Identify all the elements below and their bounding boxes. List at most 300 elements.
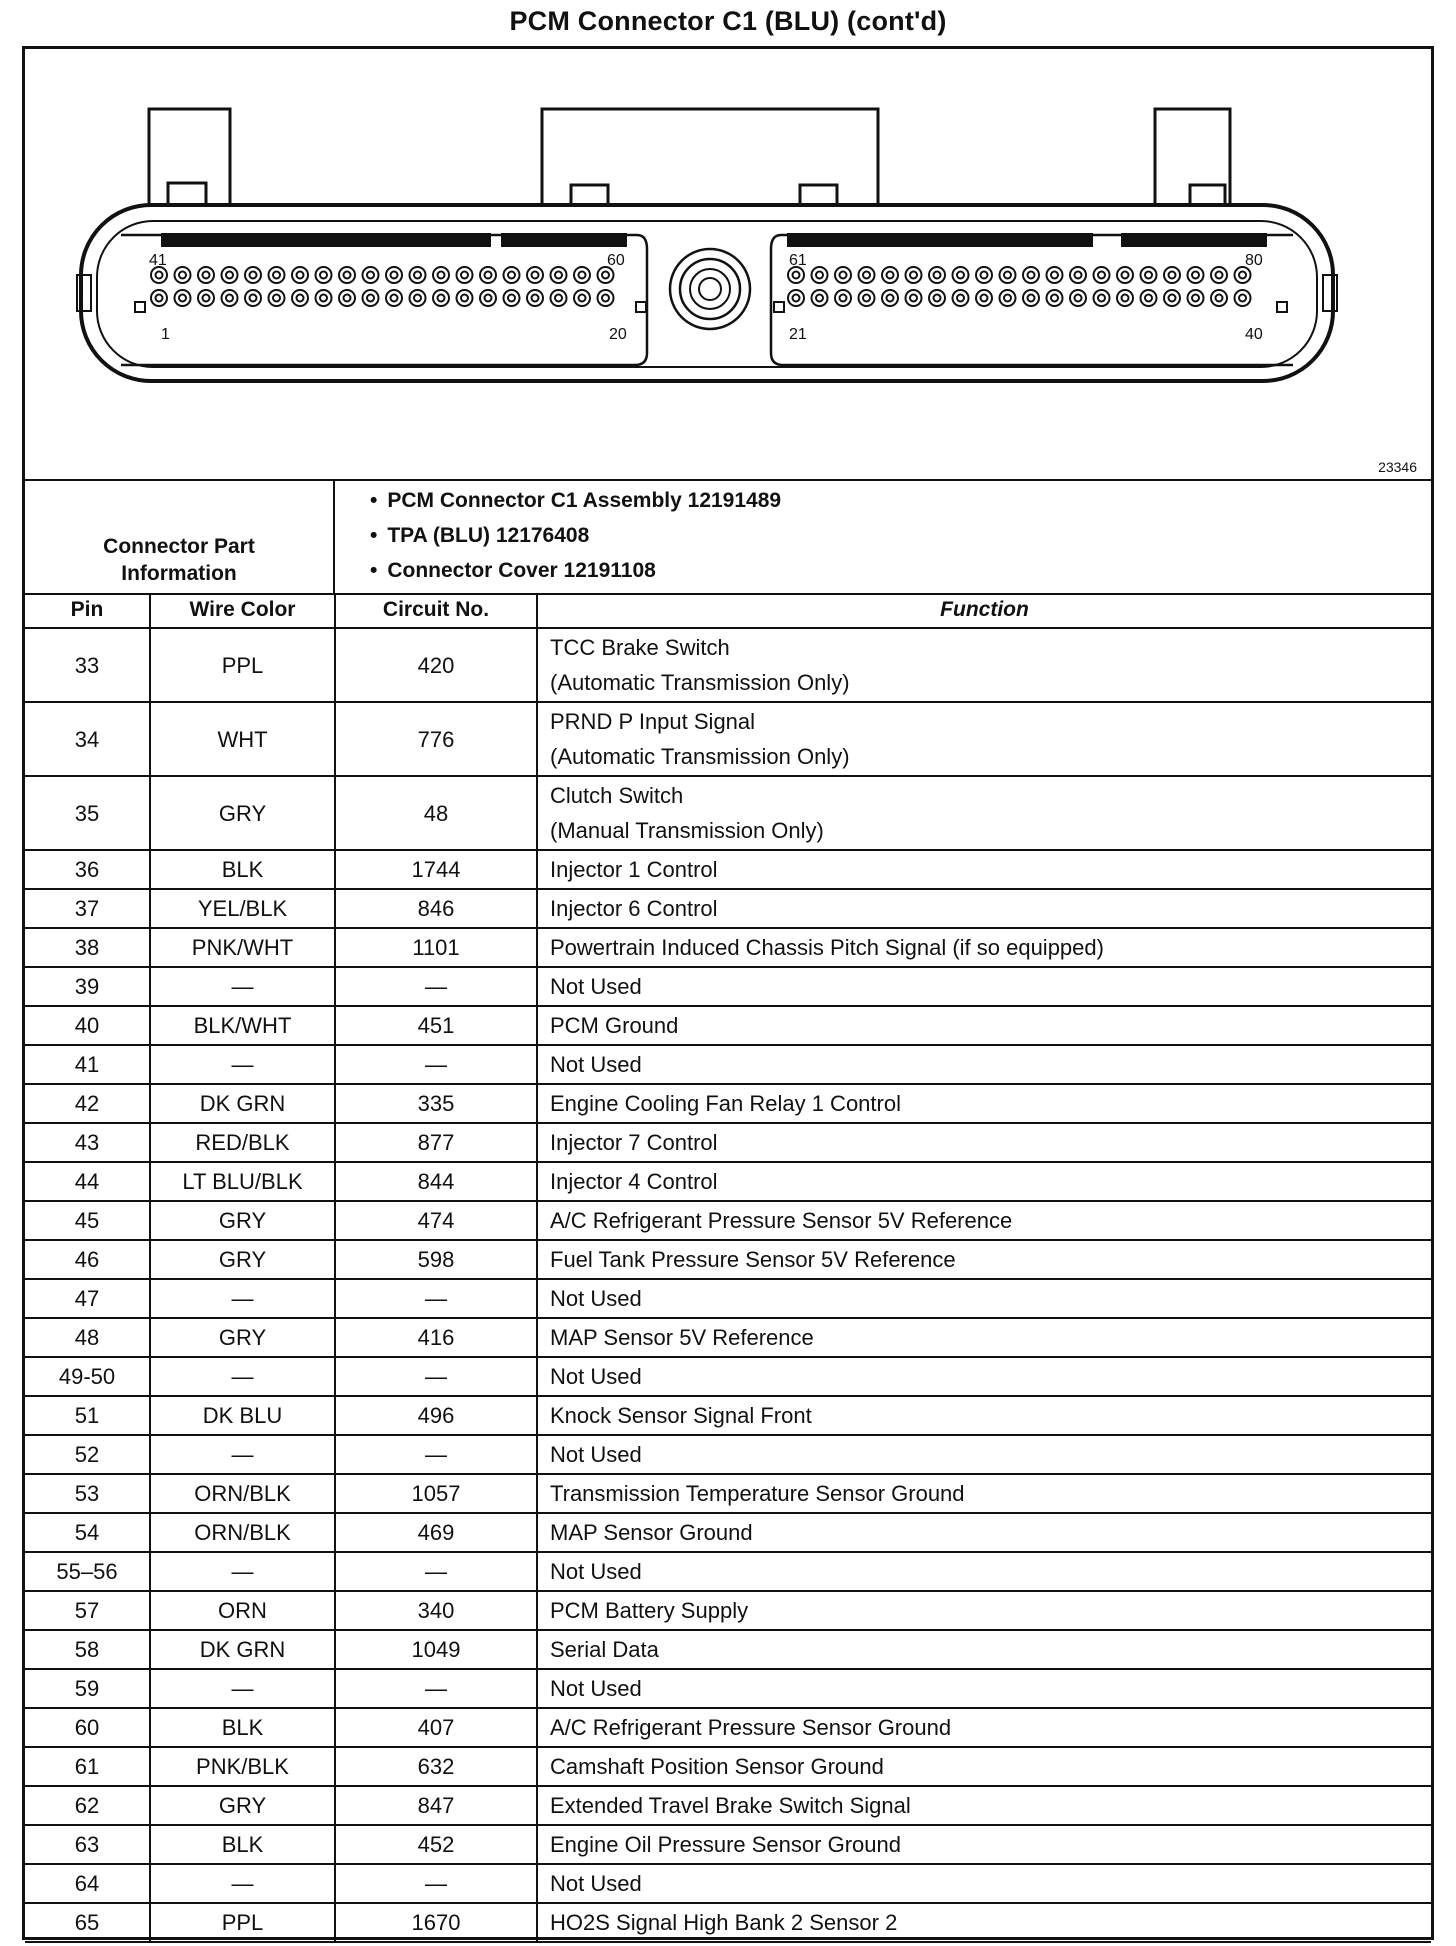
- pin-hole: [598, 267, 614, 283]
- table-row: [25, 1630, 1431, 1669]
- pin-cell: 63: [25, 1825, 150, 1864]
- wire-color-cell: —: [150, 1552, 335, 1591]
- pin-hole: [1000, 290, 1016, 306]
- pin-hole-inner: [485, 272, 492, 279]
- pin-hole: [788, 267, 804, 283]
- table-row: [25, 1903, 1431, 1942]
- pin-hole-inner: [1216, 295, 1223, 302]
- table-row: [25, 628, 1431, 702]
- wire-color-cell: BLK: [150, 1825, 335, 1864]
- circuit-cell: —: [335, 1279, 537, 1318]
- pin-hole: [598, 290, 614, 306]
- pin-hole-inner: [1239, 295, 1246, 302]
- pin-hole: [386, 290, 402, 306]
- pin-hole: [504, 267, 520, 283]
- function-line: Injector 6 Control: [550, 895, 718, 921]
- pin-hole-inner: [320, 295, 327, 302]
- wire-color-cell: DK GRN: [150, 1630, 335, 1669]
- pin-hole: [1141, 267, 1157, 283]
- table-row: [25, 1045, 1431, 1084]
- pin-hole-inner: [816, 272, 823, 279]
- circuit-cell: 1744: [335, 850, 537, 889]
- function-line: Engine Cooling Fan Relay 1 Control: [550, 1090, 901, 1116]
- function-cell: [537, 967, 1431, 1006]
- pin-hole-inner: [934, 272, 941, 279]
- pin-hole: [976, 290, 992, 306]
- pin-hole-inner: [414, 295, 421, 302]
- pin-hole-inner: [461, 272, 468, 279]
- pin-hole-inner: [344, 295, 351, 302]
- pin-cell: 54: [25, 1513, 150, 1552]
- circuit-cell: 340: [335, 1591, 537, 1630]
- pin-hole: [953, 267, 969, 283]
- function-cell: [537, 1045, 1431, 1084]
- pin-label-1: 1: [161, 326, 170, 343]
- table-row: [25, 1240, 1431, 1279]
- pin-cell: 40: [25, 1006, 150, 1045]
- pin-hole-inner: [579, 295, 586, 302]
- pin-hole: [1235, 267, 1251, 283]
- pin-hole: [504, 290, 520, 306]
- pin-hole-inner: [391, 272, 398, 279]
- function-line: Not Used: [550, 1363, 642, 1389]
- pin-cell: 55–56: [25, 1552, 150, 1591]
- wire-color-cell: PNK/WHT: [150, 928, 335, 967]
- wire-color-cell: DK BLU: [150, 1396, 335, 1435]
- table-row: [25, 1279, 1431, 1318]
- pin-hole-inner: [816, 295, 823, 302]
- table-row: [25, 702, 1431, 776]
- function-line: Fuel Tank Pressure Sensor 5V Reference: [550, 1246, 956, 1272]
- table-row: [25, 1006, 1431, 1045]
- column-header-function: Function: [537, 593, 1431, 628]
- circuit-cell: 407: [335, 1708, 537, 1747]
- pin-hole-inner: [367, 272, 374, 279]
- function-cell: [537, 1591, 1431, 1630]
- function-cell: [537, 1513, 1431, 1552]
- table-row: [25, 1201, 1431, 1240]
- pin-hole-inner: [297, 272, 304, 279]
- circuit-cell: 1057: [335, 1474, 537, 1513]
- pin-hole: [574, 290, 590, 306]
- pin-hole: [1023, 290, 1039, 306]
- pin-hole-inner: [1145, 295, 1152, 302]
- pin-hole-inner: [179, 295, 186, 302]
- pin-hole-inner: [1004, 272, 1011, 279]
- pin-cell: 39: [25, 967, 150, 1006]
- pin-cell: 35: [25, 776, 150, 850]
- circuit-cell: —: [335, 1045, 537, 1084]
- function-line: Camshaft Position Sensor Ground: [550, 1753, 884, 1779]
- pin-hole: [175, 267, 191, 283]
- table-row: [25, 928, 1431, 967]
- pin-hole-inner: [438, 272, 445, 279]
- pin-hole-inner: [602, 295, 609, 302]
- wire-color-cell: ORN: [150, 1591, 335, 1630]
- wire-color-cell: WHT: [150, 702, 335, 776]
- pin-label-40: 40: [1245, 326, 1263, 343]
- pin-cell: 42: [25, 1084, 150, 1123]
- part-info-label: [25, 479, 335, 593]
- pin-hole: [953, 290, 969, 306]
- pin-cell: 60: [25, 1708, 150, 1747]
- pin-hole: [1094, 267, 1110, 283]
- pin-hole-inner: [934, 295, 941, 302]
- function-line: Transmission Temperature Sensor Ground: [550, 1480, 965, 1506]
- pin-hole-inner: [1169, 295, 1176, 302]
- function-cell: [537, 1279, 1431, 1318]
- pin-cell: 62: [25, 1786, 150, 1825]
- function-cell: [537, 1474, 1431, 1513]
- table-row: [25, 776, 1431, 850]
- circuit-cell: —: [335, 1435, 537, 1474]
- function-line: Injector 7 Control: [550, 1129, 718, 1155]
- function-line: Not Used: [550, 1675, 642, 1701]
- function-line: MAP Sensor 5V Reference: [550, 1324, 814, 1350]
- circuit-cell: 1101: [335, 928, 537, 967]
- pin-hole-inner: [273, 272, 280, 279]
- wire-color-cell: GRY: [150, 1786, 335, 1825]
- function-cell: [537, 1396, 1431, 1435]
- table-row: [25, 1162, 1431, 1201]
- circuit-cell: 420: [335, 628, 537, 702]
- table-row: [25, 967, 1431, 1006]
- pin-hole-inner: [179, 272, 186, 279]
- pin-hole-inner: [1075, 295, 1082, 302]
- wire-color-cell: GRY: [150, 1240, 335, 1279]
- pin-hole: [339, 267, 355, 283]
- table-row: [25, 1669, 1431, 1708]
- column-header-pin: Pin: [25, 593, 150, 628]
- table-row: [25, 1474, 1431, 1513]
- pin-cell: 41: [25, 1045, 150, 1084]
- pin-hole: [222, 290, 238, 306]
- pin-hole: [151, 290, 167, 306]
- function-line: PRND P Input Signal: [550, 709, 756, 734]
- pin-hole: [1164, 290, 1180, 306]
- pin-hole: [906, 290, 922, 306]
- pin-hole: [480, 267, 496, 283]
- wire-color-cell: —: [150, 967, 335, 1006]
- pin-hole: [882, 267, 898, 283]
- pin-cell: 61: [25, 1747, 150, 1786]
- pin-hole: [906, 267, 922, 283]
- pin-hole-inner: [344, 272, 351, 279]
- function-line: Not Used: [550, 973, 642, 999]
- function-cell: [537, 1786, 1431, 1825]
- pin-hole: [1047, 290, 1063, 306]
- part-info-label-line1: Connector Part: [103, 535, 255, 558]
- function-line: Engine Oil Pressure Sensor Ground: [550, 1831, 901, 1857]
- function-cell: [537, 1162, 1431, 1201]
- pin-hole: [1117, 290, 1133, 306]
- circuit-cell: 452: [335, 1825, 537, 1864]
- pin-hole-inner: [555, 272, 562, 279]
- pin-hole: [386, 267, 402, 283]
- circuit-cell: 847: [335, 1786, 537, 1825]
- figure-number: 23346: [1378, 459, 1417, 475]
- function-cell: [537, 928, 1431, 967]
- table-row: [25, 1825, 1431, 1864]
- page-title: PCM Connector C1 (BLU) (cont'd): [509, 6, 947, 36]
- pin-hole-inner: [226, 272, 233, 279]
- function-cell: [537, 1552, 1431, 1591]
- pin-hole-inner: [1075, 272, 1082, 279]
- function-line: Serial Data: [550, 1636, 659, 1662]
- part-info-list: [370, 483, 781, 588]
- pin-holes: [151, 267, 1251, 306]
- pin-hole: [457, 267, 473, 283]
- part-info-item: • TPA (BLU) 12176408: [370, 518, 781, 553]
- table-row: [25, 1513, 1431, 1552]
- pin-hole: [1070, 290, 1086, 306]
- circuit-cell: —: [335, 1669, 537, 1708]
- table-row: [25, 1747, 1431, 1786]
- pin-hole-inner: [1192, 295, 1199, 302]
- wire-color-cell: YEL/BLK: [150, 889, 335, 928]
- pin-cell: 44: [25, 1162, 150, 1201]
- function-cell: [537, 1006, 1431, 1045]
- pin-hole-inner: [250, 295, 257, 302]
- function-cell: [537, 850, 1431, 889]
- pin-hole: [574, 267, 590, 283]
- connector-sheet: [22, 46, 1434, 1940]
- pin-hole: [527, 267, 543, 283]
- pin-hole-inner: [438, 295, 445, 302]
- function-line: Knock Sensor Signal Front: [550, 1402, 812, 1428]
- function-cell: [537, 1864, 1431, 1903]
- pin-hole-inner: [508, 295, 515, 302]
- pin-hole-inner: [840, 295, 847, 302]
- function-cell: [537, 889, 1431, 928]
- pin-hole: [835, 267, 851, 283]
- pin-hole-inner: [793, 272, 800, 279]
- pin-hole-inner: [532, 295, 539, 302]
- pin-hole-inner: [910, 272, 917, 279]
- pin-hole: [245, 290, 261, 306]
- wire-color-cell: RED/BLK: [150, 1123, 335, 1162]
- pin-cell: 38: [25, 928, 150, 967]
- pin-hole-inner: [1051, 272, 1058, 279]
- table-row: [25, 1318, 1431, 1357]
- pin-hole: [976, 267, 992, 283]
- wire-color-cell: GRY: [150, 1318, 335, 1357]
- pin-hole: [198, 290, 214, 306]
- table-row: [25, 1708, 1431, 1747]
- wire-color-cell: BLK: [150, 850, 335, 889]
- pin-hole: [551, 267, 567, 283]
- pin-label-80: 80: [1245, 252, 1263, 269]
- pin-hole: [527, 290, 543, 306]
- table-row: [25, 1435, 1431, 1474]
- circuit-cell: —: [335, 967, 537, 1006]
- pin-hole-inner: [555, 295, 562, 302]
- pin-hole: [433, 290, 449, 306]
- pin-hole: [410, 290, 426, 306]
- pin-hole: [1188, 290, 1204, 306]
- circuit-cell: —: [335, 1864, 537, 1903]
- pin-hole: [1211, 290, 1227, 306]
- function-line: PCM Battery Supply: [550, 1597, 749, 1623]
- wire-color-cell: —: [150, 1045, 335, 1084]
- pin-cell: 57: [25, 1591, 150, 1630]
- pin-hole: [1047, 267, 1063, 283]
- pin-hole: [1188, 267, 1204, 283]
- pin-hole: [363, 267, 379, 283]
- circuit-cell: 469: [335, 1513, 537, 1552]
- pin-cell: 49-50: [25, 1357, 150, 1396]
- pin-hole-inner: [226, 295, 233, 302]
- pin-cell: 48: [25, 1318, 150, 1357]
- pinout-table: [25, 593, 1431, 1943]
- pin-hole-inner: [414, 272, 421, 279]
- wire-color-cell: PNK/BLK: [150, 1747, 335, 1786]
- function-line: (Manual Transmission Only): [550, 818, 824, 843]
- pinout-rows: [25, 628, 1431, 1942]
- pin-label-20: 20: [609, 326, 627, 343]
- pin-hole: [198, 267, 214, 283]
- pin-hole: [410, 267, 426, 283]
- pin-hole: [457, 290, 473, 306]
- pin-hole: [859, 267, 875, 283]
- connector-part-information: [25, 479, 1431, 595]
- function-cell: [537, 628, 1431, 702]
- pin-hole-inner: [250, 272, 257, 279]
- pin-hole: [1000, 267, 1016, 283]
- circuit-cell: 598: [335, 1240, 537, 1279]
- pin-hole-inner: [863, 272, 870, 279]
- pin-hole: [480, 290, 496, 306]
- pin-hole-inner: [273, 295, 280, 302]
- function-line: MAP Sensor Ground: [550, 1519, 753, 1545]
- function-line: Clutch Switch: [550, 783, 684, 808]
- pin-hole-inner: [320, 272, 327, 279]
- pin-label-60: 60: [607, 252, 625, 269]
- function-cell: [537, 1201, 1431, 1240]
- pin-hole-inner: [1028, 295, 1035, 302]
- column-header-wire-color: Wire Color: [150, 593, 335, 628]
- circuit-cell: 416: [335, 1318, 537, 1357]
- pin-hole: [269, 267, 285, 283]
- wire-color-cell: ORN/BLK: [150, 1513, 335, 1552]
- circuit-cell: 844: [335, 1162, 537, 1201]
- circuit-cell: 474: [335, 1201, 537, 1240]
- pin-hole-inner: [1028, 272, 1035, 279]
- pin-hole: [269, 290, 285, 306]
- table-row: [25, 889, 1431, 928]
- pin-hole-inner: [981, 295, 988, 302]
- pin-hole: [1117, 267, 1133, 283]
- wire-color-cell: —: [150, 1279, 335, 1318]
- circuit-cell: 846: [335, 889, 537, 928]
- pin-hole-inner: [1098, 295, 1105, 302]
- column-header-circuit-no: Circuit No.: [335, 593, 537, 628]
- pin-hole: [788, 290, 804, 306]
- function-line: Injector 1 Control: [550, 856, 718, 882]
- pin-cell: 59: [25, 1669, 150, 1708]
- pin-label-61: 61: [789, 252, 807, 269]
- pin-hole: [339, 290, 355, 306]
- table-row: [25, 1084, 1431, 1123]
- function-line: Powertrain Induced Chassis Pitch Signal (if so equipped): [550, 934, 1104, 960]
- pin-hole-inner: [367, 295, 374, 302]
- pin-hole-inner: [203, 295, 210, 302]
- pin-hole-inner: [1098, 272, 1105, 279]
- pin-cell: 64: [25, 1864, 150, 1903]
- circuit-cell: 776: [335, 702, 537, 776]
- pin-hole-inner: [957, 295, 964, 302]
- pin-hole-inner: [1004, 295, 1011, 302]
- pin-hole: [292, 267, 308, 283]
- pin-hole: [292, 290, 308, 306]
- circuit-cell: 877: [335, 1123, 537, 1162]
- pin-cell: 45: [25, 1201, 150, 1240]
- pin-hole-inner: [297, 295, 304, 302]
- pin-hole-inner: [156, 295, 163, 302]
- pin-hole: [1023, 267, 1039, 283]
- function-cell: [537, 1318, 1431, 1357]
- pin-hole: [363, 290, 379, 306]
- pin-hole: [1164, 267, 1180, 283]
- function-line: Extended Travel Brake Switch Signal: [550, 1792, 911, 1818]
- function-cell: [537, 1903, 1431, 1942]
- pin-hole: [1094, 290, 1110, 306]
- wire-color-cell: —: [150, 1357, 335, 1396]
- pin-hole: [1235, 290, 1251, 306]
- pin-hole-inner: [485, 295, 492, 302]
- pin-hole-inner: [602, 272, 609, 279]
- table-row: [25, 1123, 1431, 1162]
- part-info-item: • Connector Cover 12191108: [370, 553, 781, 588]
- pin-hole: [882, 290, 898, 306]
- pin-hole-inner: [887, 272, 894, 279]
- function-line: (Automatic Transmission Only): [550, 670, 850, 695]
- table-row: [25, 1396, 1431, 1435]
- table-row: [25, 1591, 1431, 1630]
- table-row: [25, 1864, 1431, 1903]
- pin-hole: [1141, 290, 1157, 306]
- part-info-item: • PCM Connector C1 Assembly 12191489: [370, 483, 781, 518]
- part-info-label-line2: Information: [121, 562, 237, 585]
- table-row: [25, 1357, 1431, 1396]
- pin-hole: [929, 290, 945, 306]
- pin-hole-inner: [156, 272, 163, 279]
- pin-cell: 34: [25, 702, 150, 776]
- pin-cell: 46: [25, 1240, 150, 1279]
- pin-hole: [929, 267, 945, 283]
- pin-hole: [151, 267, 167, 283]
- pin-hole: [175, 290, 191, 306]
- function-line: A/C Refrigerant Pressure Sensor Ground: [550, 1714, 952, 1740]
- pin-cell: 52: [25, 1435, 150, 1474]
- pin-hole-inner: [1122, 272, 1129, 279]
- circuit-cell: 48: [335, 776, 537, 850]
- function-line: TCC Brake Switch: [550, 635, 730, 660]
- pin-hole-inner: [391, 295, 398, 302]
- function-line: A/C Refrigerant Pressure Sensor 5V Reference: [550, 1207, 1013, 1233]
- pin-cell: 53: [25, 1474, 150, 1513]
- pin-hole-inner: [793, 295, 800, 302]
- pin-hole-inner: [1216, 272, 1223, 279]
- wire-color-cell: —: [150, 1669, 335, 1708]
- pin-hole-inner: [910, 295, 917, 302]
- pin-hole-inner: [579, 272, 586, 279]
- pin-hole: [835, 290, 851, 306]
- connector-diagram: [25, 49, 1431, 481]
- function-cell: [537, 702, 1431, 776]
- pin-cell: 51: [25, 1396, 150, 1435]
- circuit-cell: 451: [335, 1006, 537, 1045]
